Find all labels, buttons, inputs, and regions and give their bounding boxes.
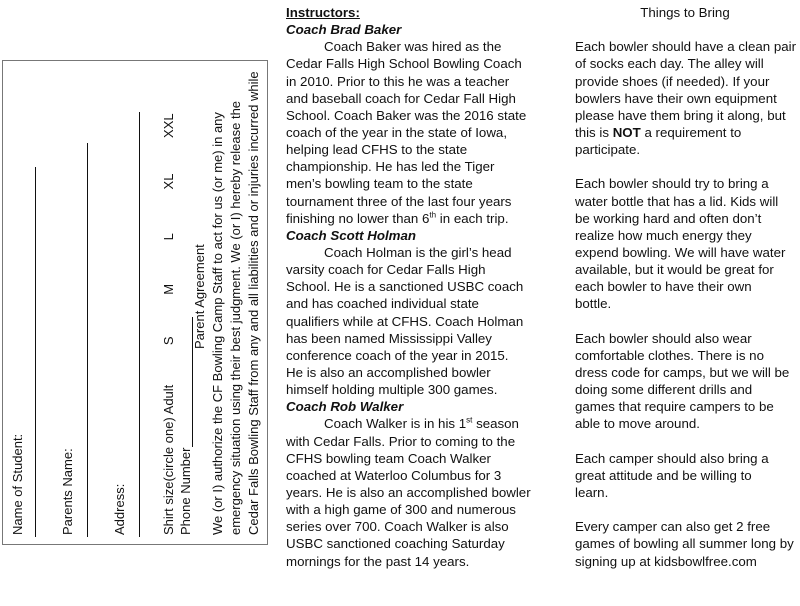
size-option-s[interactable]: S [161,336,176,346]
text-segment: provide shoes (if needed). If your [575,73,770,89]
text-line [575,415,795,432]
text-segment: water bottle that has a lid. Kids will [575,193,779,209]
text-segment: a requirement to [640,124,742,140]
text-line [286,364,571,381]
text-line [286,278,571,295]
text-line [286,210,571,227]
text-segment: learn. [575,484,609,500]
agreement-line: emergency situation using their best judgment. We (or I) hereby release the [228,100,243,535]
text-line [575,261,795,278]
text-line [575,501,795,518]
text-segment: with a high game of 300 and numerous [286,502,516,518]
text-line [286,141,571,158]
shirt-size-label: Shirt size(circle one) Adult [161,384,176,535]
parents-name-line[interactable] [87,143,88,537]
text-segment: expend bowling. We will have water [575,244,786,260]
text-segment: and baseball coach for Cedar Fall High [286,90,516,106]
size-option-xxl[interactable]: XXL [161,113,176,138]
text-segment: dress code for camps, but we will be [575,364,790,380]
text-segment: season [472,416,519,432]
text-line [286,484,571,501]
text-line [575,433,795,450]
text-segment: has been named Mississippi Valley [286,330,492,346]
text-segment: games that require campers to be [575,399,774,415]
text-line [286,467,571,484]
size-option-xl[interactable]: XL [161,173,176,190]
section-heading [286,21,571,38]
text-segment: School. Coach Baker was the 2016 state [286,107,527,123]
instructors-column [286,4,571,570]
text-line [286,261,571,278]
text-line [575,55,795,72]
text-line [286,553,571,570]
text-segment: participate. [575,142,641,158]
text-line [286,433,571,450]
parents-name-label: Parents Name: [60,448,75,535]
text-line [575,347,795,364]
text-segment: realize how much energy they [575,227,752,243]
text-segment: Cedar Falls High School Bowling Coach [286,56,522,72]
text-segment: bowlers have their own equipment [575,90,777,106]
text-line [575,141,795,158]
text-line [575,364,795,381]
text-line [575,381,795,398]
shirt-size-row [161,113,176,535]
student-name-label: Name of Student: [10,433,25,535]
text-segment: CFHS bowling team Coach Walker [286,450,491,466]
text-segment: with Cedar Falls. Prior to coming to the [286,433,516,449]
size-option-m[interactable]: M [161,283,176,295]
text-segment: doing some different drills and [575,382,753,398]
text-line [575,553,795,570]
text-segment: be working hard and often don’t [575,210,762,226]
text-line [575,158,795,175]
text-line [286,501,571,518]
text-segment: himself holding multiple 300 games. [286,382,498,398]
text-line [575,227,795,244]
text-segment: Things to Bring [640,5,730,20]
text-segment: men’s bowling team to the state [286,176,473,192]
text-segment: Each bowler should have a clean pair [575,39,797,55]
address-label: Address: [112,483,127,535]
text-segment: He is also an accomplished bowler [286,364,491,380]
text-line [286,175,571,192]
student-name-line[interactable] [35,167,36,537]
text-line [575,175,795,192]
address-line[interactable] [139,112,140,537]
text-line [575,124,795,141]
text-line [575,535,795,552]
text-segment: and has coached individual state [286,296,479,312]
text-segment: in 2010. Prior to this he was a teacher [286,73,510,89]
text-segment: tournament three of the last four years [286,193,512,209]
text-line [575,467,795,484]
text-segment: varsity coach for Cedar Falls High [286,262,486,278]
text-segment: Coach Baker was hired as the [324,39,502,55]
text-segment: championship. He has led the Tiger [286,159,495,175]
text-line [286,295,571,312]
text-segment: comfortable clothes. There is no [575,347,764,363]
text-line [575,90,795,107]
text-segment: Coach Walker is in his 1 [324,416,467,432]
text-segment: each bowler to have their own [575,279,752,295]
text-line [286,313,571,330]
superscript: st [466,415,473,425]
text-line [286,107,571,124]
text-line [575,398,795,415]
agreement-line: Cedar Falls Bowling Staff from any and all liabilities and or injuries incurred while [246,71,261,535]
size-option-l[interactable]: L [161,233,176,241]
text-segment: Each camper should also bring a [575,450,769,466]
text-segment: finishing no lower than 6 [286,210,430,226]
text-segment: Every camper can also get 2 free [575,519,771,535]
text-segment: available, but it would be great for [575,262,774,278]
text-segment: Coach Holman is the girl’s head [324,244,512,260]
text-line [286,73,571,90]
text-segment: USBC sanctioned coaching Saturday [286,536,505,552]
text-line [286,158,571,175]
text-line [286,535,571,552]
text-line [286,193,571,210]
text-line [575,330,795,347]
emphasis: NOT [612,124,641,140]
text-line [575,278,795,295]
text-segment: qualifiers while at CFHS. Coach Holman [286,313,524,329]
text-line [286,450,571,467]
text-segment: Coach Scott Holman [286,227,417,243]
text-line [286,124,571,141]
text-line [286,55,571,72]
agreement-title: Parent Agreement [192,244,207,349]
things-to-bring-column [575,4,795,570]
text-segment: this is [575,124,613,140]
text-segment: Coach Rob Walker [286,399,404,415]
text-segment: conference coach of the year in 2015. [286,347,509,363]
text-segment: School. He is a sanctioned USBC coach [286,279,524,295]
text-segment: bottle. [575,296,612,312]
text-segment: signing up at kidsbowlfree.com [575,553,757,569]
text-line [575,73,795,90]
text-line [286,90,571,107]
text-segment: Coach Brad Baker [286,22,402,38]
phone-label: Phone Number [178,447,193,535]
text-segment: please have them bring it along, but [575,107,786,123]
text-segment: able to move around. [575,416,700,432]
text-segment: in each trip. [436,210,509,226]
text-line [575,313,795,330]
column-title [286,4,571,21]
text-segment: Each bowler should also wear [575,330,752,346]
text-line [286,330,571,347]
text-line [575,193,795,210]
text-segment: Instructors: [286,5,360,20]
text-line [286,518,571,535]
column-title [575,4,795,21]
text-line [575,484,795,501]
text-segment: coach of the year in the state of Iowa, [286,124,508,140]
text-line [575,38,795,55]
text-segment: years. He is also an accomplished bowler [286,484,531,500]
section-heading [286,227,571,244]
text-line [286,347,571,364]
text-line [575,210,795,227]
agreement-line: We (or I) authorize the CF Bowling Camp Staff to act for us (or me) in any [210,112,225,535]
text-segment: of socks each day. The alley will [575,56,764,72]
text-segment: Each bowler should try to bring a [575,176,769,192]
text-segment: mornings for the past 14 years. [286,553,470,569]
section-heading [286,398,571,415]
text-line [286,38,571,55]
text-line [575,518,795,535]
text-segment: coached at Waterloo Columbus for 3 [286,467,502,483]
text-line [286,381,571,398]
text-line [286,415,571,432]
text-segment: great attitude and be willing to [575,467,752,483]
text-line [286,244,571,261]
text-line [575,295,795,312]
text-segment: games of bowling all summer long by [575,536,794,552]
text-line [575,450,795,467]
text-segment: helping lead CFHS to the state [286,142,468,158]
registration-form [2,60,268,545]
superscript: th [429,210,437,220]
text-segment: series over 700. Coach Walker is also [286,519,509,535]
text-line [575,107,795,124]
text-line [575,21,795,38]
text-line [575,244,795,261]
